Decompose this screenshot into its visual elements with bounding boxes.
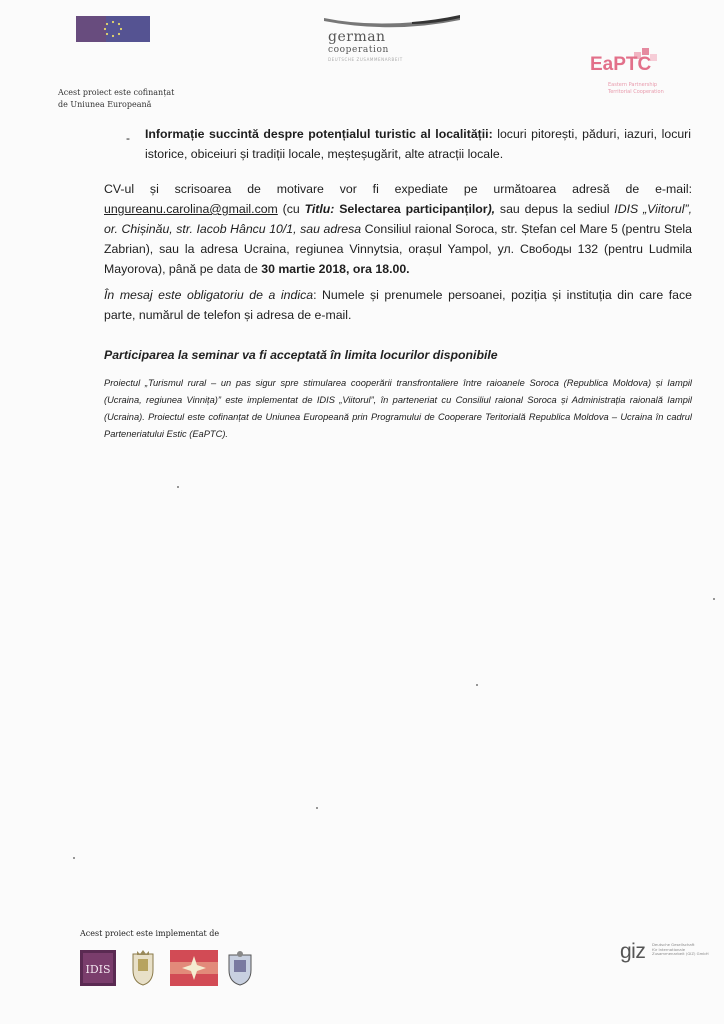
speck — [73, 857, 75, 859]
speck — [713, 598, 715, 600]
soroca-coat-of-arms — [131, 950, 155, 986]
titlu-label: Titlu: — [304, 202, 335, 216]
cv-paragraph — [104, 179, 692, 279]
eaptc-subtitle — [608, 82, 664, 96]
cv-text-2: (cu — [277, 202, 305, 216]
german-text: german — [328, 29, 386, 45]
email-link[interactable]: ungureanu.carolina@gmail.com — [104, 202, 278, 216]
iampil-flag — [170, 950, 218, 986]
giz-subtitle-line2: für Internationale — [652, 946, 686, 952]
bullet-dash: - — [126, 131, 130, 145]
titlu-value: Selectarea participanților — [334, 202, 488, 216]
eu-flag-logo — [76, 16, 150, 42]
idis-logo — [80, 950, 116, 986]
cv-text-1: CV-ul și scrisoarea de motivare vor fi expediate pe următoarea adresă de e-mail: — [104, 182, 692, 196]
speck — [316, 807, 318, 809]
cooperation-text: cooperation — [328, 45, 389, 55]
titlu-close: ), — [487, 202, 496, 216]
idis-logo-text: IDIS — [85, 963, 111, 976]
german-cooperation-logo — [318, 14, 468, 66]
giz-subtitle-line1: Deutsche Gesellschaft — [652, 942, 695, 947]
speck — [177, 486, 179, 488]
message-paragraph — [104, 285, 692, 325]
message-italic: În mesaj este obligatoriu de a indica — [104, 288, 314, 302]
speck — [476, 684, 478, 686]
message-text: : Numele și prenumele persoanei, poziția și instituția din care face parte, numărul de telefon și adresa de e-mail. — [104, 288, 692, 322]
cofinance-note — [58, 87, 174, 111]
seminar-heading: Participarea la seminar va fi acceptată în limita locurilor disponibile — [104, 348, 498, 362]
eaptc-subtitle-line1: Eastern Partnership — [608, 82, 658, 88]
iampil-coat-of-arms — [226, 950, 254, 986]
eaptc-logo-text: EaPTC — [590, 54, 652, 75]
giz-logo — [620, 940, 716, 966]
giz-subtitle — [652, 943, 709, 957]
eaptc-logo — [586, 48, 696, 98]
giz-subtitle-line3: Zusammenarbeit (GIZ) GmbH — [652, 951, 709, 956]
deadline: 30 martie 2018, ora 18.00. — [261, 262, 410, 276]
cv-text-5: Consiliul raional Soroca, str. Ștefan cel Mare 5 (pentru Stela Zabrian), sau la adresa Ucraina, regiunea Vinnytsia, orașul Yampol, ул. Свободы 132 (pentru Ludmila Mayorova), până pe data de — [104, 222, 692, 276]
project-note: Proiectul „Turismul rural – un pas sigur spre stimularea cooperării transfrontaliere între raioanele Soroca (Republica Moldova) și Iampil (Ucraina, regiunea Vinnița)” este implementat de IDIS „Viitorul”, în parteneriat cu Consiliul raional Soroca și Administrația raională Iampil (Ucraina). Proiectul este cofinanțat de Uniunea Europeană prin Programului de Cooperare Teritorială Republica Moldova – Ucraina în cadrul Parteneriatului Estic (EaPTC). — [104, 378, 692, 439]
tourism-info-bullet — [145, 124, 691, 164]
bullet-bold: Informație succintă despre potențialul turistic al localității: — [145, 127, 493, 141]
cofinance-line1: Acest proiect este cofinanțat — [58, 88, 175, 97]
giz-logo-text: giz — [620, 940, 646, 963]
swoosh-icon — [322, 14, 462, 30]
idis-address: IDIS „Viitorul”, or. Chișinău, str. Iacob Hâncu 10/1, sau adresa — [104, 202, 692, 236]
bullet-text: locuri pitorești, păduri, iazuri, locuri istorice, obiceiuri și tradiții locale, meșteșugărit, alte atracții locale. — [145, 127, 692, 161]
cofinance-line2: de Uniunea Europeană — [58, 100, 152, 109]
eaptc-subtitle-line2: Territorial Cooperation — [608, 89, 664, 95]
deutsche-text: DEUTSCHE ZUSAMMENARBEIT — [328, 57, 403, 62]
implemented-by-label: Acest proiect este implementat de — [80, 929, 220, 938]
cv-text-4: sau depus la sediul — [495, 202, 615, 216]
